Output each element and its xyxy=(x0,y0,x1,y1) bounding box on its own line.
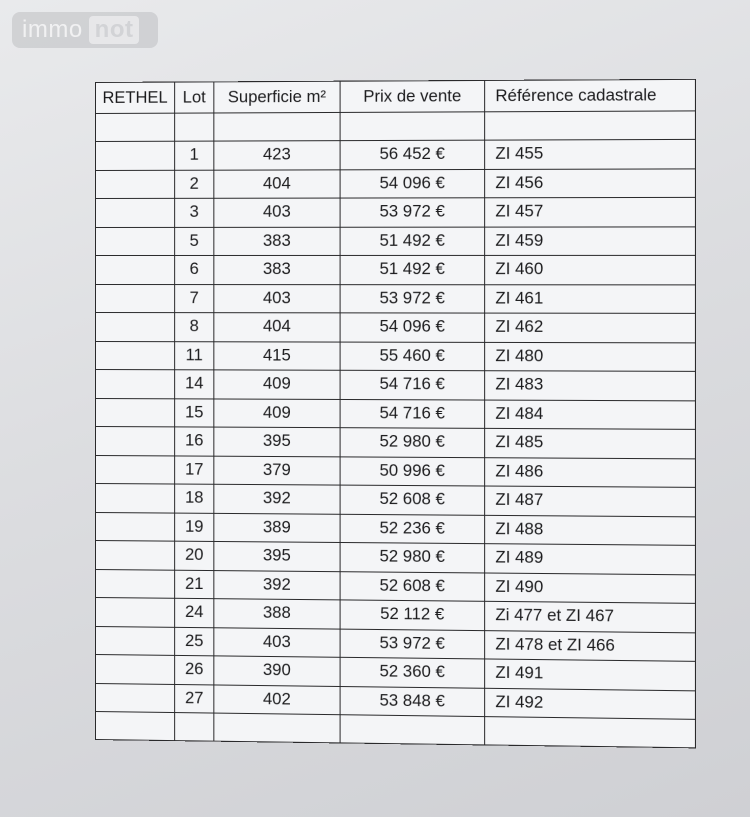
cell-area: 402 xyxy=(214,684,340,714)
cell-cadastral-ref: ZI 456 xyxy=(485,168,696,197)
cell-lot: 8 xyxy=(175,313,214,342)
cell-cadastral-ref: ZI 489 xyxy=(485,544,696,575)
table-row xyxy=(95,398,695,429)
cell-lot: 17 xyxy=(175,455,214,484)
cell-price: 51 492 € xyxy=(340,227,485,256)
cell-price: 53 848 € xyxy=(340,686,485,717)
cell-price: 50 996 € xyxy=(340,456,485,486)
cell-price: 52 608 € xyxy=(340,571,485,601)
cell-area: 392 xyxy=(214,570,340,600)
empty-cell xyxy=(340,715,485,745)
cell-city xyxy=(95,455,174,484)
cell-area: 388 xyxy=(214,599,340,629)
cell-area: 404 xyxy=(214,169,340,198)
cell-price: 53 972 € xyxy=(340,198,485,227)
cell-cadastral-ref: ZI 492 xyxy=(485,688,696,720)
cell-city xyxy=(95,227,174,256)
cell-city xyxy=(95,598,174,627)
header-lot: Lot xyxy=(175,82,214,113)
cell-lot: 1 xyxy=(175,141,214,170)
cell-cadastral-ref: ZI 455 xyxy=(485,139,696,169)
cell-area: 389 xyxy=(214,513,340,543)
cell-price: 51 492 € xyxy=(340,255,485,284)
table-row xyxy=(95,139,695,170)
cell-area: 409 xyxy=(214,370,340,399)
empty-cell xyxy=(214,112,340,141)
cell-city xyxy=(95,427,174,456)
cell-area: 403 xyxy=(214,284,340,313)
cell-city xyxy=(95,512,174,541)
cell-area: 383 xyxy=(214,255,340,284)
cell-lot: 7 xyxy=(175,284,214,313)
cell-price: 54 716 € xyxy=(340,399,485,428)
cell-cadastral-ref: ZI 485 xyxy=(485,428,696,458)
watermark-text-right: not xyxy=(89,16,140,44)
cell-lot: 5 xyxy=(175,227,214,256)
cell-city xyxy=(95,170,174,199)
cell-lot: 18 xyxy=(175,484,214,513)
cell-cadastral-ref: ZI 488 xyxy=(485,515,696,546)
table-row xyxy=(95,484,695,517)
cell-area: 379 xyxy=(214,456,340,485)
cell-lot: 27 xyxy=(175,684,214,713)
cell-lot: 11 xyxy=(175,341,214,370)
empty-cell xyxy=(214,713,340,743)
cell-city xyxy=(95,569,174,598)
cell-city xyxy=(95,370,174,399)
header-area: Superficie m² xyxy=(214,81,340,113)
cell-city xyxy=(95,655,174,684)
cell-city xyxy=(95,198,174,227)
table-header-row xyxy=(95,79,695,113)
cell-area: 395 xyxy=(214,427,340,456)
cell-area: 403 xyxy=(214,627,340,657)
cell-cadastral-ref: ZI 478 et ZI 466 xyxy=(485,630,696,661)
table-row xyxy=(95,370,695,401)
table-row xyxy=(95,455,695,487)
table-row xyxy=(95,427,695,459)
cell-cadastral-ref: ZI 484 xyxy=(485,400,696,430)
cell-price: 52 608 € xyxy=(340,485,485,515)
cell-lot: 19 xyxy=(175,513,214,542)
watermark-logo xyxy=(12,12,158,48)
table-row xyxy=(95,313,695,343)
cell-cadastral-ref: ZI 480 xyxy=(485,342,696,371)
cell-price: 55 460 € xyxy=(340,342,485,371)
cell-area: 423 xyxy=(214,141,340,170)
cell-city xyxy=(95,141,174,170)
header-cadastral-ref: Référence cadastrale xyxy=(485,79,696,111)
table-row xyxy=(95,341,695,371)
cell-price: 54 716 € xyxy=(340,370,485,399)
document-sheet xyxy=(95,79,690,748)
header-city: RETHEL xyxy=(95,82,174,113)
cell-lot: 16 xyxy=(175,427,214,456)
cell-city xyxy=(95,541,174,570)
cell-lot: 24 xyxy=(175,598,214,627)
header-price: Prix de vente xyxy=(340,80,485,112)
cell-cadastral-ref: ZI 462 xyxy=(485,313,696,342)
cell-city xyxy=(95,398,174,427)
cell-area: 395 xyxy=(214,541,340,571)
cell-cadastral-ref: ZI 460 xyxy=(485,255,696,284)
cell-lot: 3 xyxy=(175,198,214,227)
cell-city xyxy=(95,484,174,513)
cell-city xyxy=(95,255,174,284)
cell-lot: 6 xyxy=(175,255,214,284)
cell-area: 415 xyxy=(214,341,340,370)
cell-cadastral-ref: ZI 486 xyxy=(485,457,696,487)
cell-area: 383 xyxy=(214,227,340,256)
cell-price: 52 980 € xyxy=(340,428,485,458)
cell-price: 53 972 € xyxy=(340,629,485,659)
cell-cadastral-ref: Zi 477 et ZI 467 xyxy=(485,601,696,632)
cell-cadastral-ref: ZI 483 xyxy=(485,371,696,401)
table-row xyxy=(95,255,695,284)
empty-cell xyxy=(485,111,696,140)
blank-row xyxy=(95,111,695,142)
empty-cell xyxy=(340,112,485,141)
cell-area: 390 xyxy=(214,656,340,686)
cell-cadastral-ref: ZI 487 xyxy=(485,486,696,516)
cell-area: 403 xyxy=(214,198,340,227)
empty-cell xyxy=(485,717,696,748)
cell-area: 404 xyxy=(214,313,340,342)
cell-area: 409 xyxy=(214,398,340,427)
cell-cadastral-ref: ZI 457 xyxy=(485,197,696,226)
empty-cell xyxy=(95,113,174,141)
cell-lot: 2 xyxy=(175,170,214,199)
empty-cell xyxy=(175,113,214,141)
cell-city xyxy=(95,284,174,313)
table-row xyxy=(95,284,695,313)
cell-city xyxy=(95,683,174,713)
cell-cadastral-ref: ZI 491 xyxy=(485,659,696,690)
cell-lot: 26 xyxy=(175,655,214,684)
cell-lot: 21 xyxy=(175,570,214,599)
cell-price: 52 980 € xyxy=(340,542,485,572)
cell-cadastral-ref: ZI 461 xyxy=(485,284,696,313)
cell-price: 54 096 € xyxy=(340,169,485,198)
cell-lot: 25 xyxy=(175,627,214,656)
cell-price: 53 972 € xyxy=(340,284,485,313)
cell-lot: 14 xyxy=(175,370,214,399)
cell-city xyxy=(95,313,174,342)
cell-price: 52 112 € xyxy=(340,600,485,630)
cell-lot: 15 xyxy=(175,398,214,427)
table-row xyxy=(95,168,695,198)
cell-city xyxy=(95,626,174,655)
cell-city xyxy=(95,341,174,370)
cell-price: 56 452 € xyxy=(340,140,485,169)
cell-cadastral-ref: ZI 490 xyxy=(485,572,696,603)
empty-cell xyxy=(95,712,174,741)
cell-price: 52 360 € xyxy=(340,657,485,687)
table-body xyxy=(95,111,695,748)
table-row xyxy=(95,226,695,255)
cell-price: 52 236 € xyxy=(340,514,485,544)
cell-price: 54 096 € xyxy=(340,313,485,342)
cell-lot: 20 xyxy=(175,541,214,570)
watermark-text-left: immo xyxy=(22,16,83,43)
lots-table xyxy=(95,79,696,749)
empty-cell xyxy=(175,713,214,742)
table-row xyxy=(95,197,695,227)
cell-cadastral-ref: ZI 459 xyxy=(485,226,696,255)
cell-area: 392 xyxy=(214,484,340,514)
